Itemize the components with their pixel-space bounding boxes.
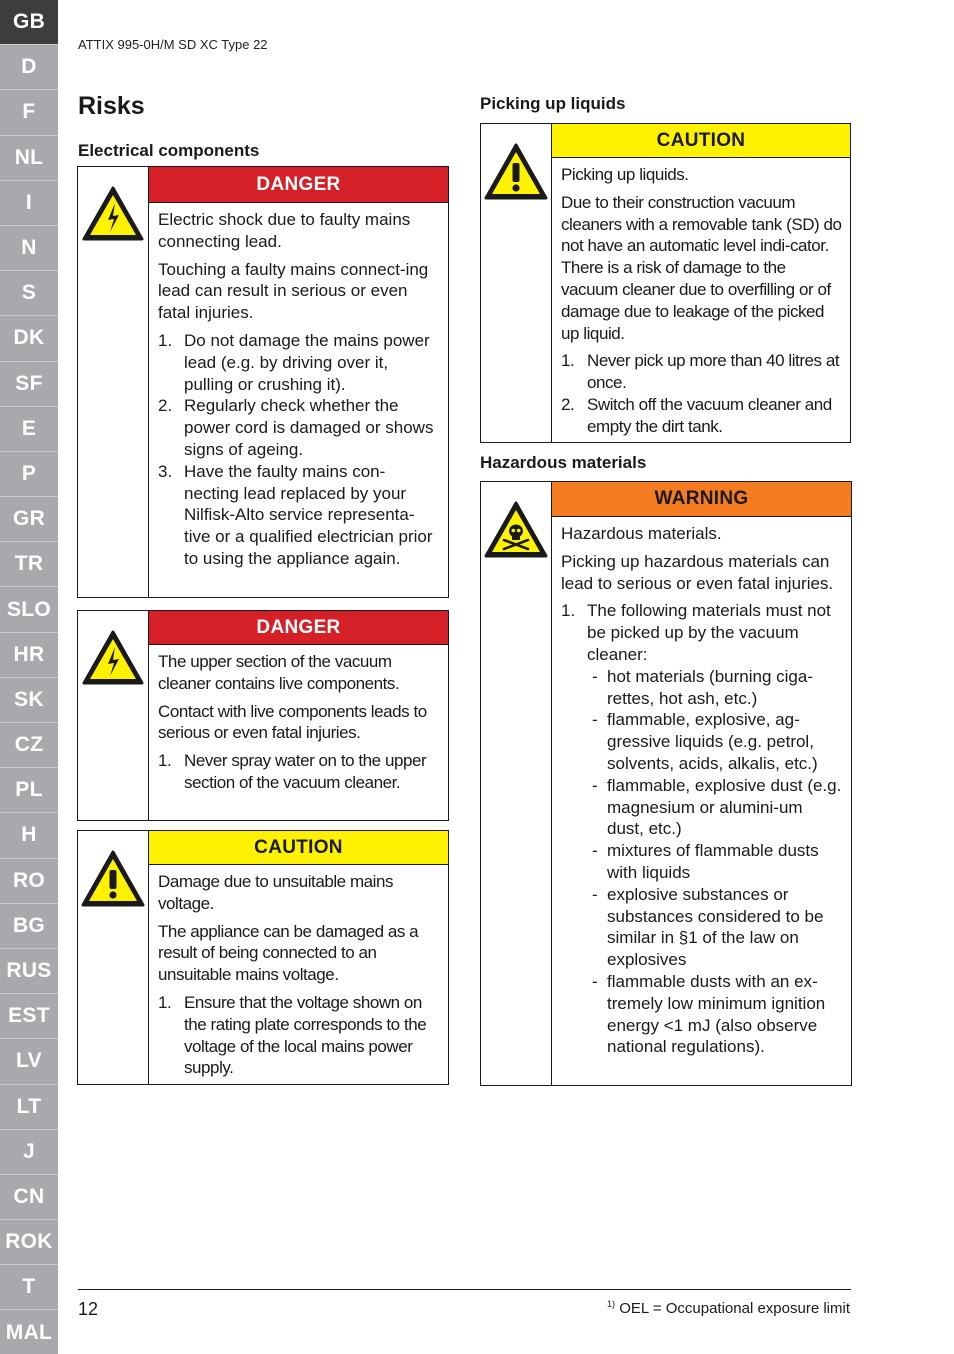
language-tab-bg[interactable]: BG xyxy=(0,904,58,949)
warning-label: WARNING xyxy=(552,482,851,517)
hazard-description: Touching a faulty mains connect-ing lead can result in serious or even fatal injuries. xyxy=(158,259,429,323)
hazard-heading: Electric shock due to faulty mains connecting lead. xyxy=(158,210,411,251)
page-number: 12 xyxy=(78,1299,99,1319)
language-tab-rus[interactable]: RUS xyxy=(0,949,58,994)
language-tab-n[interactable]: N xyxy=(0,226,58,271)
caution-box-voltage xyxy=(77,830,449,1085)
language-tab-gb[interactable]: GB xyxy=(0,0,58,45)
language-tab-dk[interactable]: DK xyxy=(0,316,58,361)
instruction-list xyxy=(158,750,440,794)
hazard-description: The appliance can be damaged as a result of being connected to an unsuitable mains voltage. xyxy=(158,921,419,985)
icon-column xyxy=(78,831,149,1084)
liquids-heading: Picking up liquids xyxy=(480,94,626,113)
instruction-list xyxy=(561,600,843,1058)
page-title: Risks xyxy=(78,92,145,120)
list-item: - mixtures of flammable dusts with liquids xyxy=(592,841,819,882)
icon-column xyxy=(78,611,149,820)
list-item: 1. The following materials must not be picked up by the vacuum cleaner: - hot materials (burning ciga-rettes, hot ash, etc.) - flammable, explosive, ag-gressive liquids (e.g. petrol, solvents, acids, alkalis, etc.) - flammable, explosive dust (e.g. magnesium or alumini-um dust, etc.) - mixtures of flammable dusts with liquids - explosive substances or substances considered to be similar in §1 of the law on explosives - flammable dusts with an ex-tremely low minimum ignition energy <1 mJ (also observe national regulations). xyxy=(561,601,842,1057)
language-tab-est[interactable]: EST xyxy=(0,994,58,1039)
icon-column xyxy=(481,124,552,442)
language-tab-h[interactable]: H xyxy=(0,813,58,858)
hazard-heading: Picking up liquids. xyxy=(561,165,689,184)
danger-box-mains-lead xyxy=(77,166,449,598)
hazard-heading: The upper section of the vacuum cleaner contains live components. xyxy=(158,652,400,693)
language-tab-pl[interactable]: PL xyxy=(0,768,58,813)
danger-box-live-components xyxy=(77,610,449,821)
list-item-text: The following materials must not be picked up by the vacuum cleaner: xyxy=(587,601,831,664)
language-tab-d[interactable]: D xyxy=(0,45,58,90)
list-item: - flammable dusts with an ex-tremely low minimum ignition energy <1 mJ (also observe national regulations). xyxy=(592,971,826,1057)
footer-divider xyxy=(78,1289,851,1290)
instruction-list xyxy=(158,330,440,570)
list-item: - hot materials (burning ciga-rettes, hot ash, etc.) xyxy=(592,666,813,708)
list-item: 1. Ensure that the voltage shown on the rating plate corresponds to the voltage of the local mains power supply. xyxy=(158,992,427,1078)
language-tab-tr[interactable]: TR xyxy=(0,542,58,587)
caution-label: CAUTION xyxy=(552,124,850,158)
icon-column xyxy=(78,167,149,597)
language-tab-sk[interactable]: SK xyxy=(0,678,58,723)
language-tab-j[interactable]: J xyxy=(0,1130,58,1175)
list-item: 2. Regularly check whether the power cord is damaged or shows signs of ageing. xyxy=(158,396,434,459)
language-tab-lt[interactable]: LT xyxy=(0,1085,58,1130)
language-sidebar xyxy=(0,0,58,1354)
language-tab-t[interactable]: T xyxy=(0,1265,58,1310)
hazardous-heading: Hazardous materials xyxy=(480,453,647,472)
language-tab-cn[interactable]: CN xyxy=(0,1175,58,1220)
instruction-list xyxy=(561,350,842,437)
instruction-list xyxy=(158,992,440,1079)
list-item: 1. Never spray water on to the upper section of the vacuum cleaner. xyxy=(158,751,427,792)
language-tab-s[interactable]: S xyxy=(0,271,58,316)
exclamation-warning-icon xyxy=(80,849,146,909)
language-tab-e[interactable]: E xyxy=(0,407,58,452)
language-tab-p[interactable]: P xyxy=(0,452,58,497)
list-item: - flammable, explosive, ag-gressive liquids (e.g. petrol, solvents, acids, alkalis, etc.) xyxy=(592,710,818,773)
hazard-description: Contact with live components leads to serious or even fatal injuries. xyxy=(158,701,427,743)
caution-label: CAUTION xyxy=(149,831,448,865)
list-item: 1. Do not damage the mains power lead (e.g. by driving over it, pulling or crushing it). xyxy=(158,330,430,394)
hazard-heading: Hazardous materials. xyxy=(561,524,722,543)
language-tab-i[interactable]: I xyxy=(0,181,58,226)
list-item: 2. Switch off the vacuum cleaner and empty the dirt tank. xyxy=(561,394,832,436)
warning-box-hazardous xyxy=(480,481,852,1086)
language-tab-sf[interactable]: SF xyxy=(0,362,58,407)
list-item: 3. Have the faulty mains con-necting lead replaced by your Nilfisk-Alto service representa-tive or a qualified electrician prior to using the appliance again. xyxy=(158,461,433,568)
danger-label: DANGER xyxy=(149,167,448,203)
language-tab-f[interactable]: F xyxy=(0,90,58,135)
language-tab-slo[interactable]: SLO xyxy=(0,587,58,632)
icon-column xyxy=(481,482,552,1085)
footnote: $^{1)}$ OEL = Occupational exposure limit xyxy=(607,1299,850,1317)
hazard-description: Due to their construction vacuum cleaners with a removable tank (SD) do not have an automatic level indi-cator. There is a risk of damage to the vacuum cleaner due to overfilling or of damage due to leakage of the picked up liquid. xyxy=(561,192,842,343)
language-tab-cz[interactable]: CZ xyxy=(0,723,58,768)
electric-hazard-icon xyxy=(81,629,145,687)
hazard-heading: Damage due to unsuitable mains voltage. xyxy=(158,872,394,913)
language-tab-ro[interactable]: RO xyxy=(0,859,58,904)
language-tab-hr[interactable]: HR xyxy=(0,633,58,678)
list-item: - flammable, explosive dust (e.g. magnesium or alumini-um dust, etc.) xyxy=(592,775,842,839)
materials-list xyxy=(587,666,843,1058)
language-tab-gr[interactable]: GR xyxy=(0,497,58,542)
language-tab-lv[interactable]: LV xyxy=(0,1039,58,1084)
document-header: ATTIX 995-0H/M SD XC Type 22 xyxy=(78,37,268,52)
caution-box-liquids xyxy=(480,123,851,443)
language-tab-rok[interactable]: ROK xyxy=(0,1220,58,1265)
list-item: 1. Never pick up more than 40 litres at once. xyxy=(561,351,840,393)
language-tab-nl[interactable]: NL xyxy=(0,136,58,181)
electrical-heading: Electrical components xyxy=(78,141,260,160)
electric-hazard-icon xyxy=(81,185,145,243)
language-tab-mal[interactable]: MAL xyxy=(0,1310,58,1354)
toxic-skull-icon xyxy=(483,500,549,560)
exclamation-warning-icon xyxy=(483,142,549,202)
list-item: - explosive substances or substances considered to be similar in §1 of the law on explosives xyxy=(592,884,824,970)
hazard-description: Picking up hazardous materials can lead to serious or even fatal injuries. xyxy=(561,551,834,593)
danger-label: DANGER xyxy=(149,611,448,645)
